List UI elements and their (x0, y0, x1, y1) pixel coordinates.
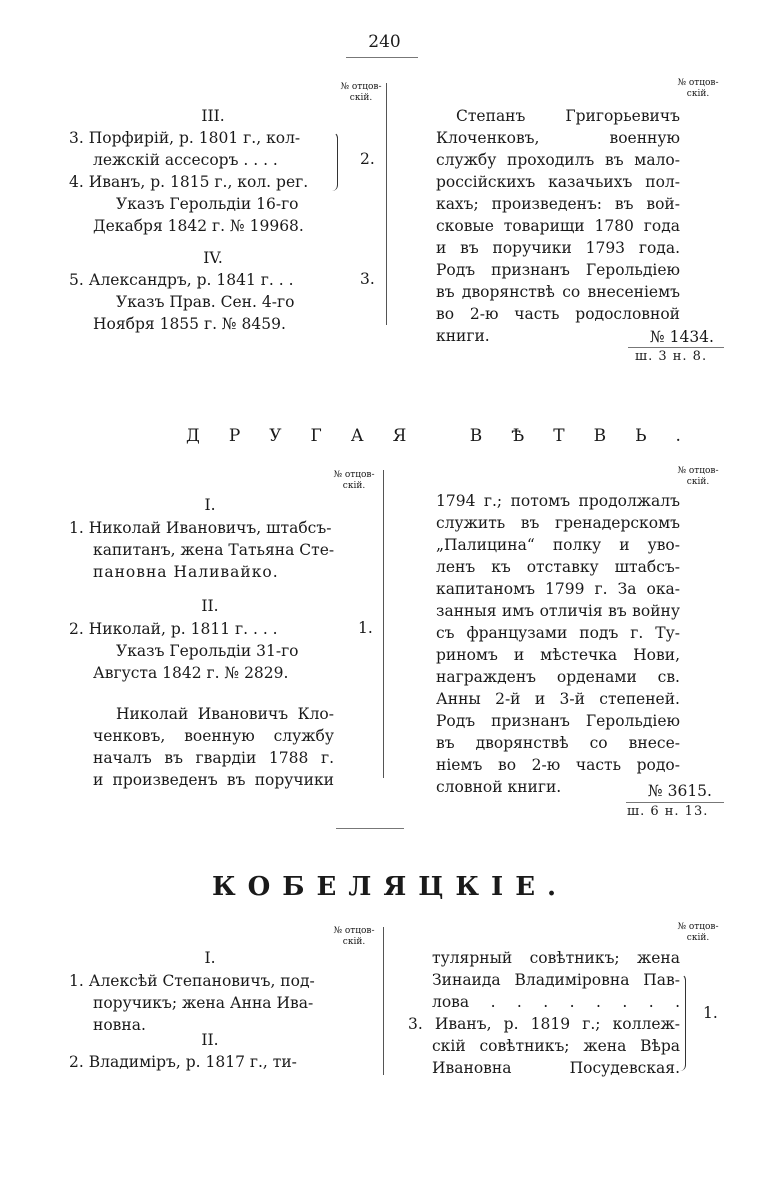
page-number-rule (346, 57, 418, 58)
left-column-divider (383, 927, 384, 1075)
entry-brace (680, 974, 686, 1071)
decree-line: Указъ Герольдіи 31-го (116, 642, 299, 660)
section-heading: КОБЕЛЯЦКІЕ. (212, 872, 569, 902)
entry-line: лежскій ассесоръ . . . . (93, 151, 278, 169)
decree-line: Августа 1842 г. № 2829. (93, 664, 289, 682)
entry-line: 2. Владиміръ, р. 1817 г., ти- (69, 1053, 297, 1071)
father-number: 2. (360, 150, 375, 168)
left-column-header: № отцов- скій. (333, 470, 375, 491)
right-column-header: № отцов- скій. (677, 922, 719, 943)
entry-line: 2. Николай, р. 1811 г. . . . (69, 620, 278, 638)
entry-brace (331, 132, 338, 191)
entry-line: 1. Николай Ивановичъ, штабсъ- (69, 519, 332, 537)
record-number: № 3615. (648, 782, 712, 800)
left-column-header: № отцов- скій. (333, 926, 375, 947)
record-number: № 1434. (650, 328, 714, 346)
entry-line: новна. (93, 1016, 146, 1034)
right-column-header: № отцов- скій. (677, 78, 719, 99)
entry-line: 4. Иванъ, р. 1815 г., кол. рег. (69, 173, 309, 191)
entry-line: поручикъ; жена Анна Ива- (93, 994, 314, 1012)
entry-line: капитанъ, жена Татьяна Сте- (93, 541, 335, 559)
roman-numeral: III. (201, 107, 225, 125)
roman-numeral: I. (204, 496, 216, 514)
section-heading: ДРУГАЯ ВѢТВЬ. (186, 426, 710, 446)
entry-line: 3. Порфирій, р. 1801 г., кол- (69, 129, 301, 147)
right-column-header: № отцов- скій. (677, 466, 719, 487)
father-number: 3. (360, 270, 375, 288)
section-separator (336, 828, 404, 829)
record-location: ш. 3 н. 8. (635, 349, 708, 364)
roman-numeral: II. (201, 597, 219, 615)
entry-line: 1. Алексѣй Степановичъ, под- (69, 972, 315, 990)
left-column-header: № отцов- скій. (340, 82, 382, 103)
record-rule (628, 347, 724, 348)
record-location: ш. 6 н. 13. (627, 804, 709, 819)
roman-numeral: I. (204, 949, 216, 967)
roman-numeral: II. (201, 1031, 219, 1049)
decree-line: Ноября 1855 г. № 8459. (93, 315, 286, 333)
record-rule (626, 802, 724, 803)
page-number: 240 (368, 32, 401, 52)
father-number: 1. (358, 619, 373, 637)
decree-line: Указъ Герольдіи 16-го (116, 195, 299, 213)
father-number: 1. (703, 1004, 718, 1022)
decree-line: Указъ Прав. Сен. 4-го (116, 293, 295, 311)
decree-line: Декабря 1842 г. № 19968. (93, 217, 304, 235)
left-column-divider (386, 83, 387, 325)
entry-line: 5. Александръ, р. 1841 г. . . (69, 271, 294, 289)
left-column-divider (383, 470, 384, 778)
roman-numeral: IV. (203, 249, 223, 267)
entry-line: пановна Наливайко. (93, 563, 279, 581)
